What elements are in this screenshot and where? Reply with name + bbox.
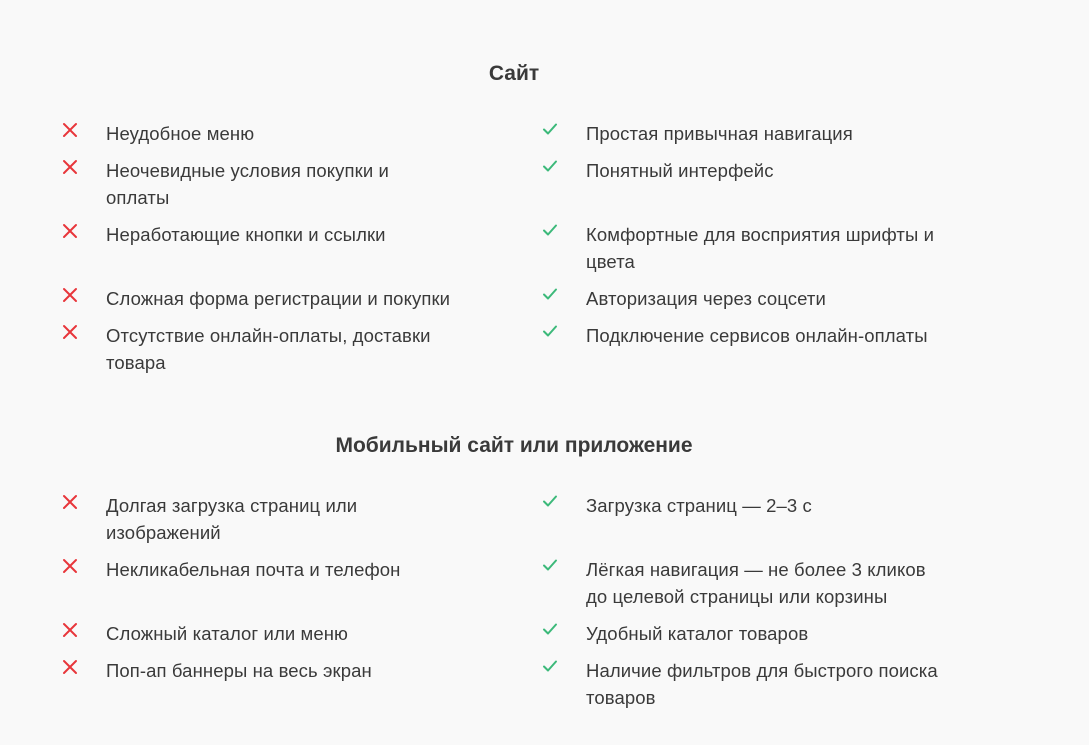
pro-item — [542, 322, 942, 349]
pro-item — [542, 556, 942, 610]
check-icon — [542, 620, 586, 647]
check-icon — [542, 285, 586, 312]
section-title: Мобильный сайт или приложение — [335, 434, 693, 457]
pro-text: Наличие фильтров для быстрого поиска товаров — [586, 660, 938, 708]
cross-icon — [62, 492, 106, 519]
con-item — [62, 492, 462, 546]
con-item — [62, 285, 462, 312]
pro-text: Авторизация через соцсети — [586, 288, 826, 309]
pro-text: Удобный каталог товаров — [586, 623, 809, 644]
con-item — [62, 556, 462, 583]
check-icon — [542, 322, 586, 349]
cross-icon — [62, 556, 106, 583]
pro-item — [542, 285, 942, 312]
cross-icon — [62, 120, 106, 147]
con-text: Сложный каталог или меню — [106, 623, 349, 644]
pro-text: Комфортные для восприятия шрифты и цвета — [586, 224, 935, 272]
pro-item — [542, 492, 942, 519]
con-item — [62, 620, 462, 647]
con-text: Некликабельная почта и телефон — [106, 559, 401, 580]
con-text: Неработающие кнопки и ссылки — [106, 224, 386, 245]
con-item — [62, 120, 462, 147]
pro-item — [542, 221, 942, 275]
con-item — [62, 657, 462, 684]
pro-item — [542, 620, 942, 647]
cross-icon — [62, 285, 106, 312]
cross-icon — [62, 157, 106, 184]
con-item — [62, 157, 462, 211]
check-icon — [542, 120, 586, 147]
pro-item — [542, 157, 942, 184]
pro-text: Лёгкая навигация — не более 3 кликов до целевой страницы или корзины — [586, 559, 926, 607]
con-text: Сложная форма регистрации и покупки — [106, 288, 451, 309]
con-text: Поп-ап баннеры на весь экран — [106, 660, 372, 681]
cross-icon — [62, 657, 106, 684]
pro-text: Подключение сервисов онлайн-оплаты — [586, 325, 928, 346]
pro-text: Загрузка страниц — 2–3 с — [586, 495, 812, 516]
cross-icon — [62, 322, 106, 349]
section-title: Сайт — [488, 62, 540, 85]
check-icon — [542, 221, 586, 248]
pro-item — [542, 657, 942, 711]
con-text: Долгая загрузка страниц или изображений — [106, 495, 358, 543]
check-icon — [542, 657, 586, 684]
cross-icon — [62, 221, 106, 248]
con-item — [62, 322, 462, 376]
check-icon — [542, 157, 586, 184]
con-text: Неочевидные условия покупки и оплаты — [106, 160, 389, 208]
check-icon — [542, 492, 586, 519]
pro-text: Простая привычная навигация — [586, 123, 853, 144]
con-text: Неудобное меню — [106, 123, 255, 144]
con-item — [62, 221, 462, 248]
pro-text: Понятный интерфейс — [586, 160, 774, 181]
pro-item — [542, 120, 942, 147]
con-text: Отсутствие онлайн-оплаты, доставки товара — [106, 325, 431, 373]
check-icon — [542, 556, 586, 583]
cross-icon — [62, 620, 106, 647]
